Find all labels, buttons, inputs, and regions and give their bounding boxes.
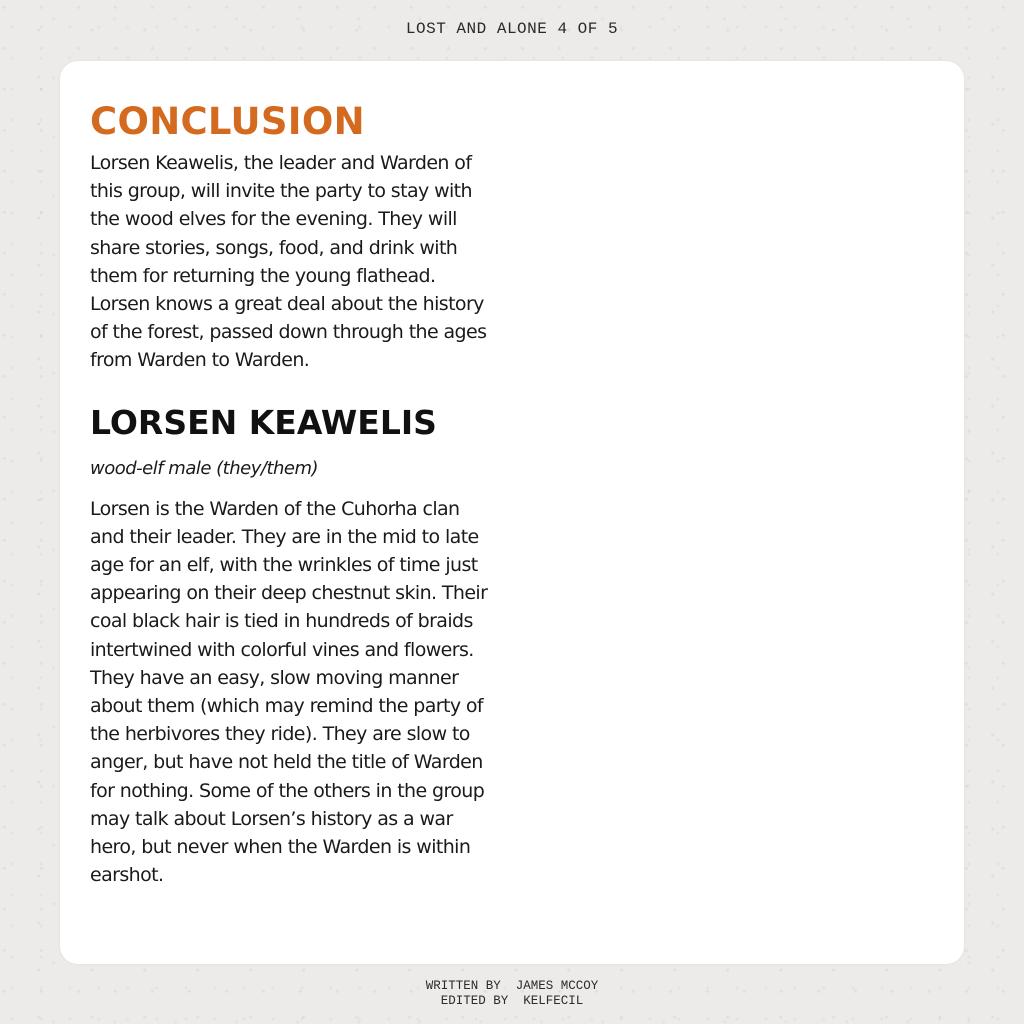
npc-description-paragraph: Lorsen is the Warden of the Cuhorha clan and their leader. They are in the mid to late age for an elf, with the wrinkles of time just appearing on their deep chestnut skin. Their coal black hair is tied in hundreds of braids intertwined with colorful vines and flowers. They have an easy, slow moving manner about them (which may remind the party of the herbivores they ride). They are slow to anger, but have not held the title of Warden for nothing. Some of the others in the group may talk about Lorsen’s history as a war hero, but never when the Warden is within earshot. — [90, 497, 488, 887]
credit-written-by: WRITTEN BY JAMES MCCOY — [425, 979, 599, 993]
page-header-title: LOST AND ALONE 4 OF 5 — [405, 20, 619, 38]
text-column — [90, 99, 490, 889]
credits — [0, 979, 1024, 1009]
credit-edited-by: EDITED BY KELFECIL — [440, 994, 584, 1008]
npc-name-heading: LORSEN KEAWELIS — [90, 402, 437, 442]
conclusion-heading: CONCLUSION — [90, 100, 365, 143]
npc-subtitle: wood-elf male (they/them) — [90, 457, 319, 479]
content-card — [60, 61, 964, 964]
conclusion-paragraph: Lorsen Keawelis, the leader and Warden of this group, will invite the party to stay with the wood elves for the evening. They will share stories, songs, food, and drink with them for returning the young flathead. Lorsen knows a great deal about the history of the forest, passed down through the ages from Warden to Warden. — [90, 152, 487, 372]
